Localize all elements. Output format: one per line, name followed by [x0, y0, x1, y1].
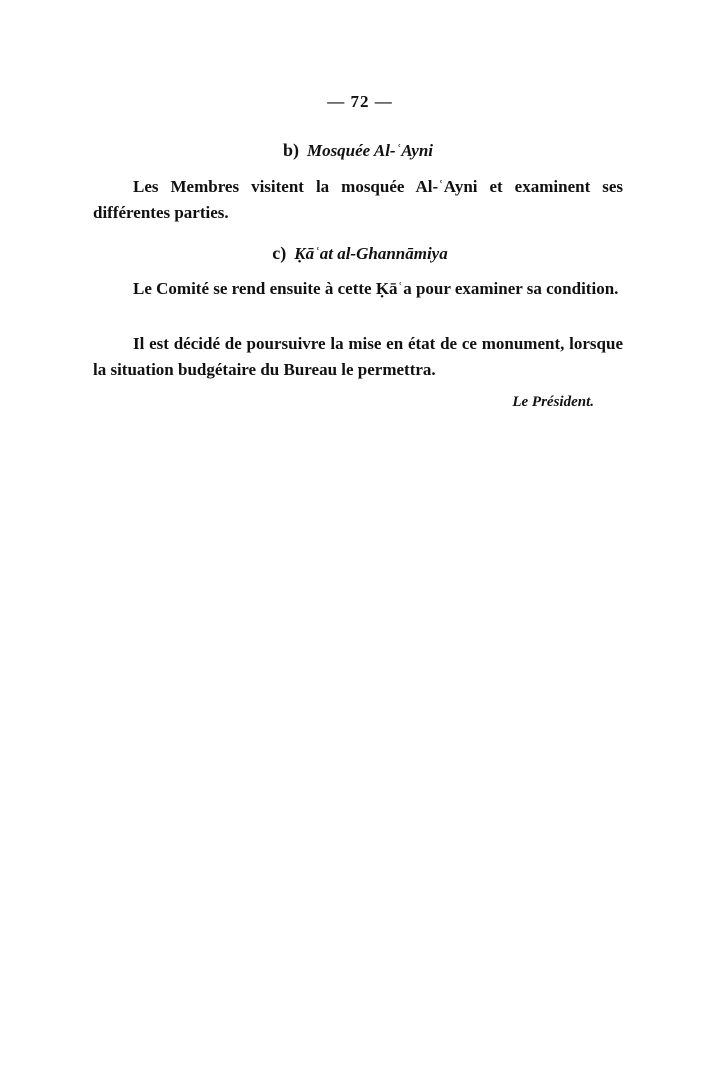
page-number: — 72 —: [327, 92, 393, 111]
section-marker: c): [272, 243, 287, 263]
paragraph-text: Les Membres visitent la mosquée Al-ʿAyni et examinent ses différentes parties.: [93, 177, 623, 222]
signature-president: Le Président.: [512, 394, 594, 410]
section-heading-c: [0, 243, 720, 264]
section-title: Ḳāʿat al-Ghannāmiya: [294, 244, 448, 263]
paragraph-text: Il est décidé de poursuivre la mise en état de ce monument, lorsque la situation budgétaire du Bureau le permettra.: [93, 334, 623, 379]
paragraph-visit-mosque: [93, 174, 623, 226]
paragraph-committee-visit: [93, 276, 623, 302]
section-marker: b): [282, 140, 299, 160]
section-title: Mosquée Al-ʿAyni: [306, 141, 434, 160]
section-heading-b: [0, 140, 718, 161]
paragraph-decision: [93, 331, 623, 383]
paragraph-text: Le Comité se rend ensuite à cette Ḳāʿa pour examiner sa condition.: [133, 279, 619, 298]
